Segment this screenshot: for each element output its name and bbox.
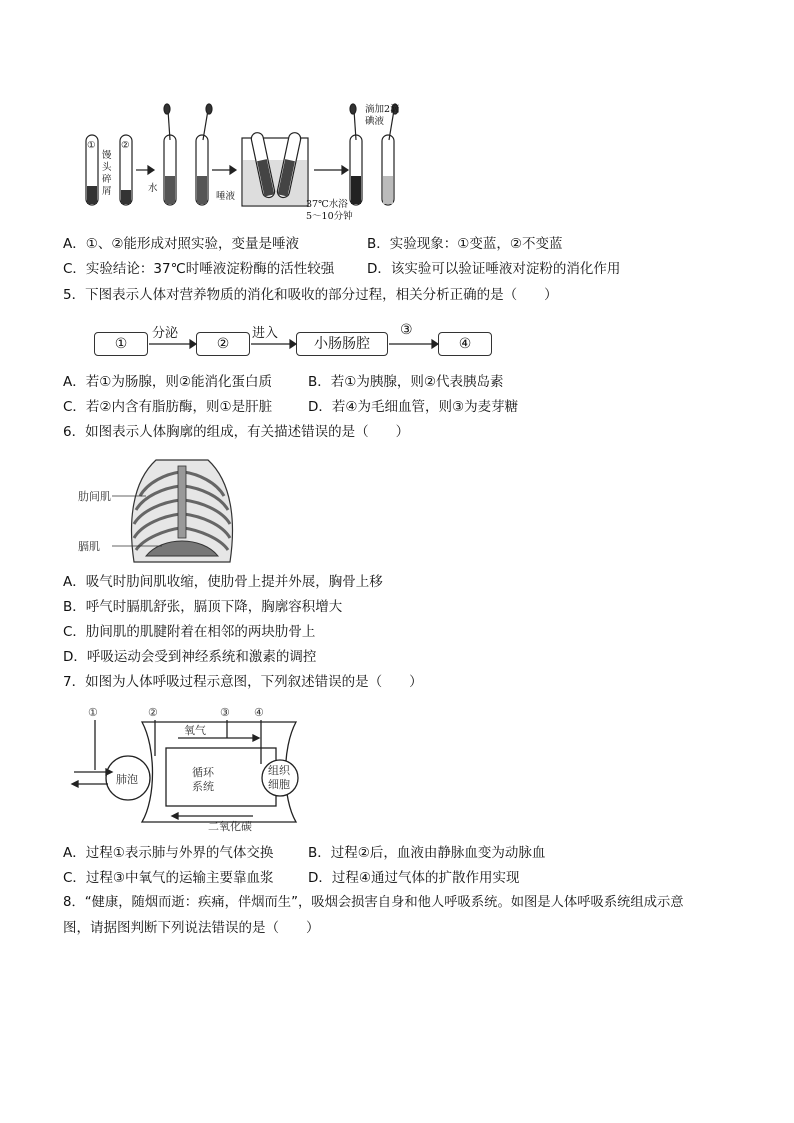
q5-stem: 5．下图表示人体对营养物质的消化和吸收的部分过程，相关分析正确的是（ ） <box>63 287 558 303</box>
tube-1-label: ① <box>87 140 96 151</box>
q5-option-a: A．若①为肠腺，则②能消化蛋白质 <box>63 374 272 390</box>
q8-stem-line-1: 8．“健康，随烟而逝：疾痛，伴烟而生”，吸烟会损害自身和他人呼吸系统。如图是人体呼吸系统组成示意 <box>63 895 684 910</box>
iodine-label: 滴加2滴碘液 <box>365 104 400 127</box>
q5-option-c: C．若②内含有脂肪酶，则①是肝脏 <box>63 399 273 415</box>
figure-digestion-flow <box>90 322 500 362</box>
mantou-label: 馒头碎屑 <box>102 150 112 197</box>
flow-arrow-label-2: 进入 <box>252 326 279 341</box>
q7-stem: 7．如图为人体呼吸过程示意图，下列叙述错误的是（ ） <box>63 674 423 690</box>
water-bath-time-label: 5～10分钟 <box>306 211 353 222</box>
figure-thorax <box>76 452 246 570</box>
flow-arrow-label-3: ③ <box>400 322 413 338</box>
figure-respiration <box>68 708 308 834</box>
q7-option-b: B．过程②后，血液由静脉血变为动脉血 <box>308 845 546 861</box>
q7-option-a: A．过程①表示肺与外界的气体交换 <box>63 845 274 861</box>
q6-option-b: B．呼气时膈肌舒张，膈顶下降，胸廓容积增大 <box>63 599 343 615</box>
q4-option-c: C．实验结论：37℃时唾液淀粉酶的活性较强 <box>63 261 335 277</box>
flow-box-4: ④ <box>438 332 492 356</box>
flow-arrow-label-1: 分泌 <box>152 326 179 341</box>
saliva-label: 唾液 <box>216 191 236 202</box>
resp-label-4: ④ <box>254 706 264 719</box>
q4-option-d: D．该实验可以验证唾液对淀粉的消化作用 <box>367 261 621 277</box>
resp-label-1: ① <box>88 706 98 719</box>
q4-option-a: A．①、②能形成对照实验，变量是唾液 <box>63 236 299 252</box>
thorax-leader-lines <box>112 452 172 570</box>
co2-label: 二氧化碳 <box>208 820 252 833</box>
tissue-cell-label: 组织细胞 <box>268 764 290 791</box>
flow-box-1: ① <box>94 332 148 356</box>
q6-stem: 6．如图表示人体胸廓的组成，有关描述错误的是（ ） <box>63 424 410 440</box>
water-label: 水 <box>148 183 158 194</box>
q8-stem-line-2: 图，请据图判断下列说法错误的是（ ） <box>63 920 320 936</box>
flow-box-2: ② <box>196 332 250 356</box>
oxygen-label: 氧气 <box>184 724 206 737</box>
q6-option-c: C．肋间肌的肌腱附着在相邻的两块肋骨上 <box>63 624 316 640</box>
q4-option-b: B．实验现象：①变蓝，②不变蓝 <box>367 236 563 252</box>
q6-option-d: D．呼吸运动会受到神经系统和激素的调控 <box>63 649 317 665</box>
q7-option-c: C．过程③中氧气的运输主要靠血浆 <box>63 870 274 886</box>
resp-label-3: ③ <box>220 706 230 719</box>
circulatory-system-label: 循环系统 <box>192 766 214 793</box>
saliva-experiment-drawing <box>78 100 408 230</box>
flow-box-3: 小肠肠腔 <box>296 332 388 356</box>
q5-option-d: D．若④为毛细血管，则③为麦芽糖 <box>308 399 519 415</box>
water-bath-label: 37℃水浴 <box>306 199 348 210</box>
tube-2-label: ② <box>121 140 130 151</box>
intercostal-label: 肋间肌 <box>78 490 111 503</box>
q7-option-d: D．过程④通过气体的扩散作用实现 <box>308 870 520 886</box>
diaphragm-label: 膈肌 <box>78 540 100 553</box>
resp-label-2: ② <box>148 706 158 719</box>
q5-option-b: B．若①为胰腺，则②代表胰岛素 <box>308 374 504 390</box>
q6-option-a: A．吸气时肋间肌收缩，使肋骨上提并外展，胸骨上移 <box>63 574 383 590</box>
lung-alveoli-label: 肺泡 <box>116 773 138 786</box>
figure-saliva-experiment <box>78 100 408 230</box>
